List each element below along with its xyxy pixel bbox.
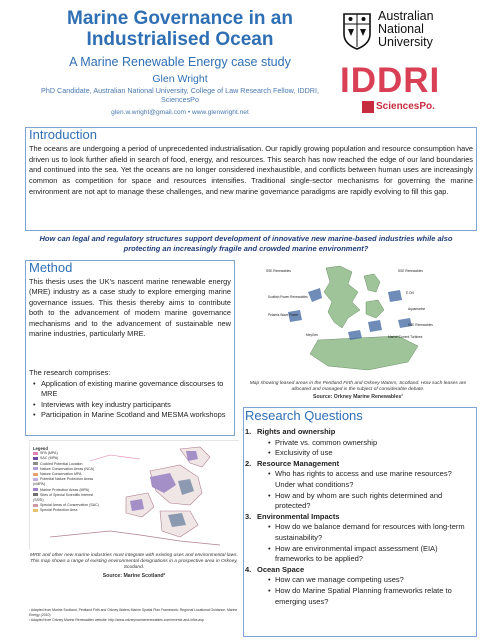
map-legend: [33, 446, 103, 514]
legend-swatch: [33, 452, 38, 455]
lease-label: Aquamarine: [408, 307, 426, 311]
rq-item: • How are environmental impact assessment (EIA) frameworks to be applied?: [245, 544, 473, 565]
legend-swatch: [33, 467, 38, 470]
lease-map-source: Source: Orkney Marine Renewables¹: [313, 394, 403, 400]
anu-crest-icon: [342, 12, 372, 50]
anu-line-1: Australian: [378, 9, 434, 23]
poster-header: [0, 0, 480, 125]
rq-number: 2.: [245, 458, 252, 468]
rq-number: 4.: [245, 564, 252, 574]
lease-label: Scottish Power Renewables: [268, 295, 308, 299]
introduction-text: The oceans are undergoing a period of unprecedented industrialisation. Our rapidly growing population and resource consumption have driven us to look further afield in search of food, energy, and resources. This search has now reached the edge of our land boundaries and continued into the sea. Yet the oceans are no longer considered inexhaustible, and conflicts between human uses are increasingly common as competition for space and resources intensifies. Traditional single-sector mechanisms for governing the marine environment are not apt to manage these challenges, and new marine governance paradigms are rapidly evolving to fill this gap.: [29, 144, 473, 196]
rq-item: • How do Marine Spatial Planning frameworks relate to emerging uses?: [245, 586, 473, 607]
rq-item: • Who has rights to access and use marine resources? Under what conditions?: [245, 469, 473, 490]
poster-subtitle: A Marine Renewable Energy case study: [69, 55, 291, 69]
lease-label: Pelamis Wave Power: [268, 313, 299, 317]
lease-label: MeyGen: [306, 333, 319, 337]
rq-item: • How do we balance demand for resources with long-term sustainability?: [245, 522, 473, 543]
method-item: • Interviews with key industry participants: [33, 400, 231, 410]
sciencespo-logo: SciencesPo.: [376, 101, 435, 112]
legend-label: SPA (MPA): [40, 451, 58, 456]
legend-item: [33, 508, 103, 513]
lease-map-caption: Map showing leased areas in the Pentland Firth and Orkney Waters, Scotland. How such leases are allocated and managed is the subject of considerable debate.: [249, 381, 467, 393]
designations-map-source: Source: Marine Scotland²: [102, 573, 166, 579]
rq-item: • How and by whom are such rights determined and protected?: [245, 491, 473, 512]
anu-line-2: National: [378, 22, 424, 36]
author-name: Glen Wright: [152, 73, 208, 85]
rq-item: • Exclusivity of use: [245, 448, 473, 459]
legend-label: Special Protection Area: [40, 508, 78, 513]
legend-swatch: [33, 493, 38, 496]
lease-label: SSE Renewables: [408, 323, 433, 327]
legend-swatch: [33, 488, 38, 491]
legend-label: Potential Nature Protection Areas (nMPA): [33, 477, 94, 487]
anu-wordmark: [378, 10, 434, 49]
legend-swatch: [33, 509, 38, 512]
lease-map-graphic: [248, 262, 468, 374]
rq-item: • Private vs. common ownership: [245, 438, 473, 449]
lease-label: SSE Renewables: [398, 269, 423, 273]
research-questions-list: [245, 427, 473, 607]
legend-swatch: [33, 473, 38, 476]
legend-label: Nature Conservation MPA: [40, 472, 82, 477]
legend-swatch: [33, 478, 38, 481]
legend-swatch: [33, 462, 38, 465]
method-item: • Application of existing marine governance discourses to MRE: [33, 379, 231, 400]
rq-category: [245, 565, 473, 576]
legend-label: Nature Conservation Areas (NCA): [40, 466, 95, 471]
legend-title: Legend: [33, 446, 48, 451]
rq-number: 3.: [245, 511, 252, 521]
legend-swatch: [33, 457, 38, 460]
research-questions-heading: Research Questions: [245, 408, 363, 423]
designations-map-caption: MRE and other new marine industries must integrate with existing uses and environmental laws. This map shows a range of existing environmental designations in a prospective area in Orkney, Scotland.: [30, 553, 238, 571]
rq-category: [245, 512, 473, 523]
author-contact: glen.w.wright@gmail.com • www.glenwright.net: [111, 109, 249, 116]
rq-number: 1.: [245, 427, 252, 436]
legend-item: [33, 477, 103, 487]
research-question: How can legal and regulatory structures support development of innovative new marine-based industries while also protecting an increasingly fragile and crowded marine environment?: [39, 234, 453, 253]
method-comprises: The research comprises:: [29, 368, 111, 377]
legend-swatch: [33, 504, 38, 507]
lease-label: Marine Current Turbines: [388, 335, 423, 339]
iddri-logo: IDDRI: [340, 61, 441, 100]
method-item: • Participation in Marine Scotland and MESMA workshops: [33, 410, 231, 420]
method-heading: Method: [29, 260, 73, 275]
footnote: ² Adapted from Orkney Marine Renewables website: http://www.orkneymarinerenewables.com/reverse-and-infos.asp: [29, 618, 204, 623]
footnote: ¹ Adapted from Marine Scotland, Pentland Firth and Orkney Waters Marine Spatial Plan Framework: Regional Locational Guidance, Marine Energy (2010): [29, 608, 238, 618]
sciencespo-mark-icon: [362, 101, 374, 113]
lease-label: SSE Renewables: [266, 269, 291, 273]
method-text: This thesis uses the UK's nascent marine renewable energy (MRE) industry as a case study to explore emerging marine governance issues. This thesis thereby aims to contribute both to the advancement of modern marine governance mechanisms and to the advancement of sustainable new marine industries, particularly MRE.: [29, 277, 231, 339]
lease-label: E.ON: [406, 291, 414, 295]
legend-label: SAC (MPA): [40, 456, 59, 461]
rq-item: • How can we manage competing uses?: [245, 575, 473, 586]
legend-label: Special Areas of Conservation (SAC): [40, 503, 99, 508]
poster-title: Marine Governance in an Industrialised Ocean: [67, 8, 293, 50]
rq-title: Ocean Space: [257, 564, 305, 574]
rq-category: [245, 427, 473, 438]
rq-title: Rights and ownership: [257, 427, 336, 436]
legend-label: Marine Protection Areas (MPA): [40, 487, 90, 492]
author-affiliation: PhD Candidate, Australian National University, College of Law Research Fellow, IDDRI, SciencesPo: [41, 86, 319, 104]
introduction-heading: Introduction: [29, 127, 97, 142]
method-list: [33, 379, 231, 421]
footnotes: [29, 608, 241, 624]
legend-label: Sites of Special Scientific Interest (SSSI): [33, 492, 94, 503]
rq-category: [245, 459, 473, 470]
anu-logo: [342, 10, 472, 62]
legend-item: [33, 493, 103, 503]
rq-title: Environmental Impacts: [257, 511, 340, 521]
anu-line-3: University: [378, 35, 433, 49]
legend-label: Cockled Potential Location: [40, 461, 83, 466]
pentland-lease-map: [248, 262, 468, 374]
rq-title: Resource Management: [257, 458, 340, 468]
